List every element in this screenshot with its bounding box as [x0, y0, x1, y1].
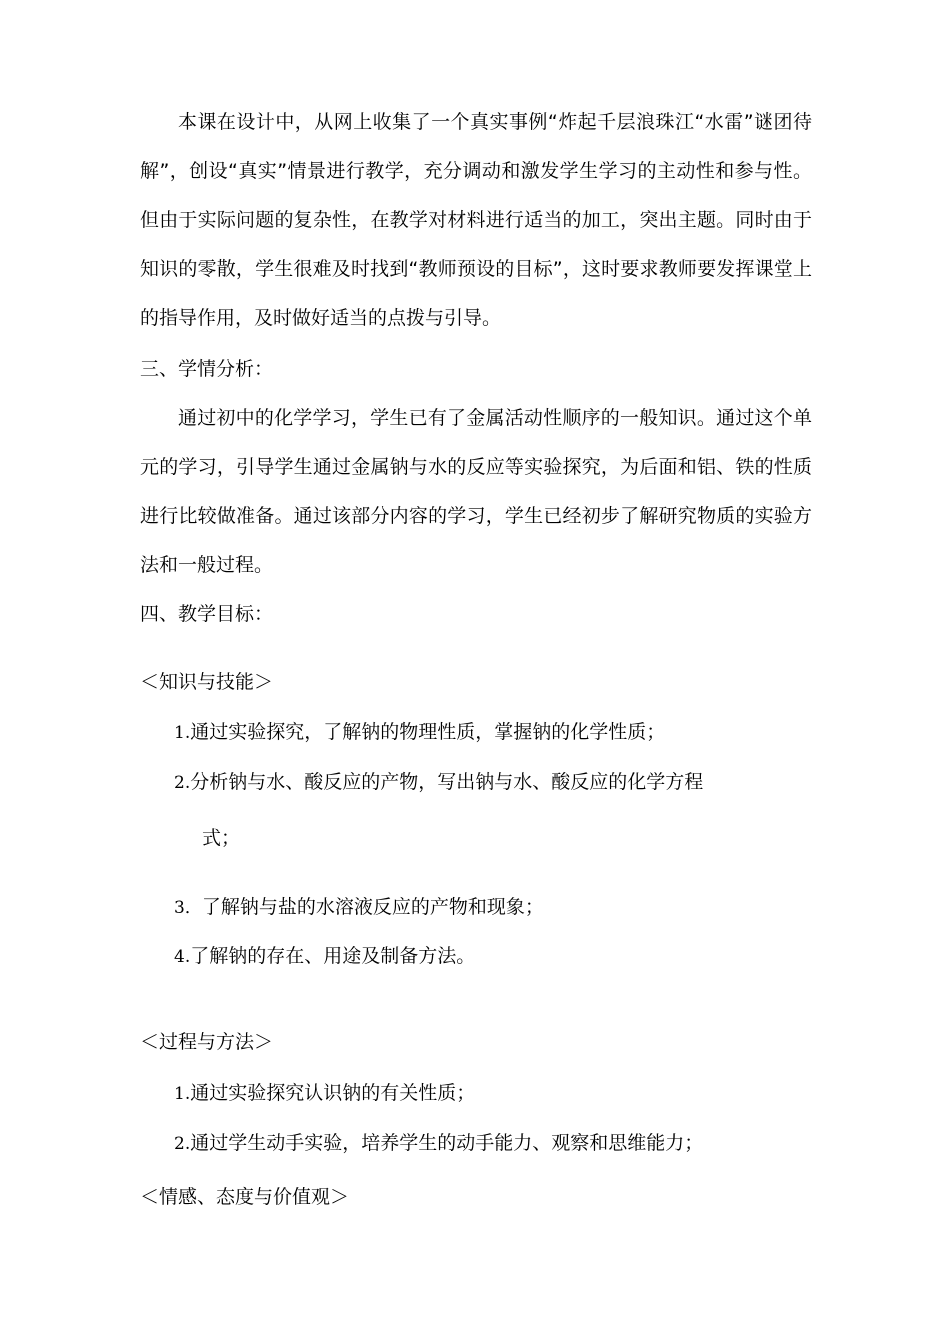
- process-item-2: [174, 1129, 703, 1158]
- knowledge-item-3: [174, 893, 544, 922]
- intro-paragraph: 本课在设计中，从网上收集了一个真实事例“炸起千层浪珠江“水雷”谜团待解”，创设“真实”情景进行教学，充分调动和激发学生学习的主动性和参与性。但由于实际问题的复杂性，在教学对材料进行适当的加工，突出主题。同时由于知识的零散，学生很难及时找到“教师预设的目标”，这时要求教师要发挥课堂上的指导作用，及时做好适当的点拨与引导。: [140, 111, 812, 329]
- item-text: 了解钠与盐的水溶液反应的产物和现象；: [201, 896, 544, 918]
- item-text: 通过学生动手实验，培养学生的动手能力、观察和思维能力；: [190, 1132, 704, 1154]
- item-text: 分析钠与水、酸反应的产物，写出钠与水、酸反应的化学方程: [190, 771, 704, 793]
- item-text: 通过实验探究，了解钠的物理性质，掌握钠的化学性质；: [190, 721, 666, 743]
- section4-heading: 四、教学目标：: [140, 603, 274, 625]
- knowledge-item-4: [174, 942, 475, 971]
- item-text: 了解钠的存在、用途及制备方法。: [190, 945, 476, 967]
- knowledge-item-2: [174, 768, 703, 797]
- item-number: 1.: [174, 723, 191, 743]
- item-text: 式；: [202, 827, 241, 849]
- item-number: 1.: [174, 1084, 191, 1104]
- item-number: 4.: [174, 947, 191, 967]
- item-text: 通过实验探究认识钠的有关性质；: [190, 1082, 476, 1104]
- emotion-heading: ＜情感、态度与价值观＞: [140, 1186, 350, 1208]
- item-number: 2.: [174, 1134, 191, 1154]
- item-number: 2.: [174, 773, 191, 793]
- process-heading: ＜过程与方法＞: [140, 1031, 274, 1053]
- process-item-1: [174, 1079, 475, 1108]
- knowledge-item-2-continued: [202, 824, 240, 852]
- item-number: 3．: [174, 898, 202, 918]
- knowledge-item-1: [174, 718, 665, 747]
- section3-heading: 三、学情分析：: [140, 358, 274, 380]
- knowledge-heading: ＜知识与技能＞: [140, 671, 274, 693]
- section3-paragraph: 通过初中的化学学习，学生已有了金属活动性顺序的一般知识。通过这个单元的学习，引导学生通过金属钠与水的反应等实验探究，为后面和铝、铁的性质进行比较做准备。通过该部分内容的学习，学生已经初步了解研究物质的实验方法和一般过程。: [140, 407, 812, 576]
